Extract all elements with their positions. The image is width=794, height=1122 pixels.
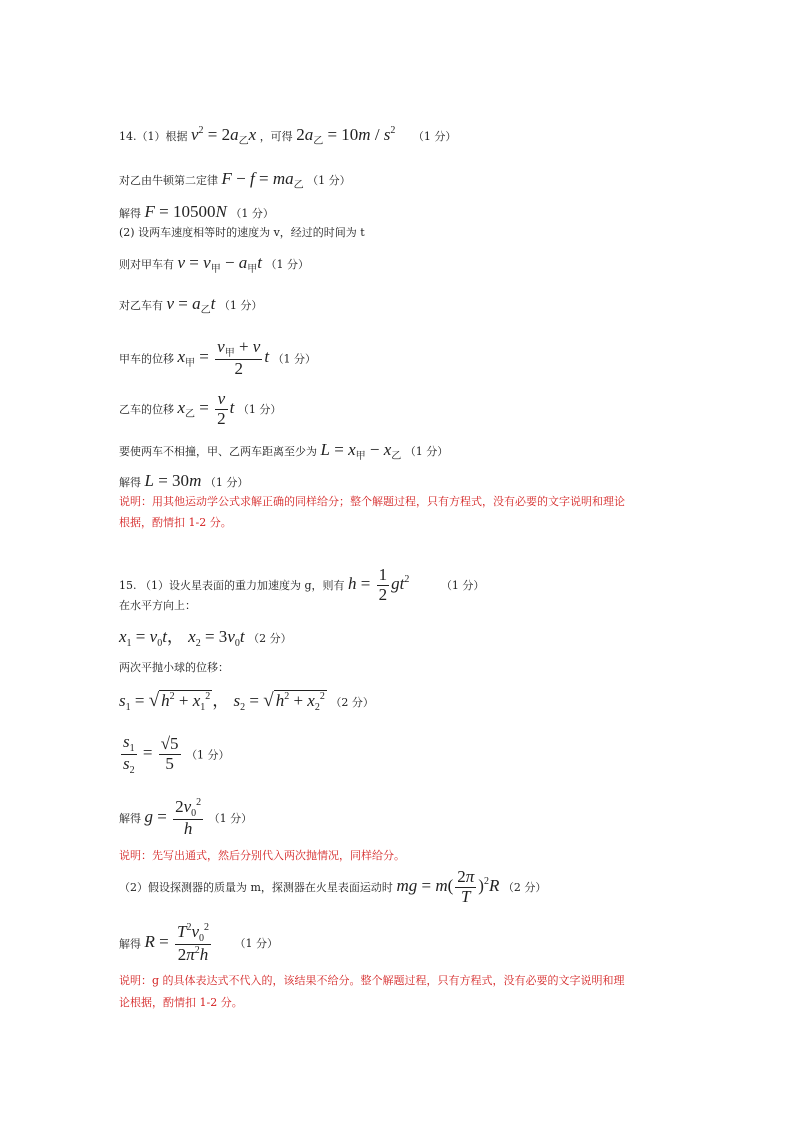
q15-line9-text: 解得 bbox=[119, 937, 141, 951]
score: （2 分） bbox=[248, 632, 292, 645]
q15-line7-text: 解得 bbox=[119, 811, 141, 825]
equation: $F - f = ma_乙$ bbox=[221, 169, 304, 191]
score: （1 分） bbox=[204, 476, 249, 489]
score: （2 分） bbox=[330, 696, 374, 709]
q14-line9 bbox=[119, 441, 448, 462]
q15-note1: 说明：先写出通式，然后分别代入两次抛情况，同样给分。 bbox=[119, 849, 405, 862]
q14-line8 bbox=[119, 390, 281, 428]
q15-line1-text: 15. （1）设火星表面的重力加速度为 g，则有 bbox=[119, 579, 345, 593]
score: （1 分） bbox=[230, 207, 274, 220]
q14-line2 bbox=[119, 170, 351, 191]
q15-line6 bbox=[119, 733, 230, 776]
equation: $v = a_乙t$ bbox=[166, 294, 216, 316]
q15-line8 bbox=[119, 868, 546, 906]
equation: $2a_乙 = 10m / s^2$ bbox=[296, 125, 396, 147]
q15-line9 bbox=[119, 922, 278, 965]
q14-line1 bbox=[119, 126, 456, 147]
q15-note2: 说明：g 的具体表达式不代入的，该结果不给分。整个解题过程，只有方程式，没有必要的文字说明和理 bbox=[119, 974, 625, 987]
score: （1 分） bbox=[404, 445, 449, 458]
score: （1 分） bbox=[237, 403, 282, 417]
q14-note-line2: 根据，酌情扣 1-2 分。 bbox=[119, 516, 232, 529]
equation: L = 30m bbox=[144, 471, 202, 490]
q15-line5 bbox=[119, 690, 374, 713]
equation: $x_乙$ = $\frac{v}{2}$ t bbox=[177, 389, 235, 428]
equation: R = $\frac{T^2v_0^2}{2\pi^2h}$ bbox=[144, 922, 209, 964]
q14-line6 bbox=[119, 295, 262, 316]
score: （1 分） bbox=[440, 579, 485, 593]
q14-line3 bbox=[119, 203, 274, 220]
equation: mg = m( $\frac{2\pi}{T}$ )$^2$R bbox=[396, 867, 500, 906]
q14-line6-text: 对乙车有 bbox=[119, 299, 163, 312]
q14-line1-text: 14.（1）根据 bbox=[119, 130, 188, 143]
q15-line4 bbox=[119, 662, 229, 673]
equation: $L = x_甲 - x_乙$ bbox=[320, 440, 402, 462]
q14-note-line1: 说明：用其他运动学公式求解正确的同样给分；整个解题过程，只有方程式，没有必要的文字说明和理论 bbox=[119, 495, 625, 508]
q15-line3 bbox=[119, 628, 292, 649]
equation: $\frac{s_1}{s_2}$ = $\frac{√5}{5}$ bbox=[123, 732, 179, 776]
score: （1 分） bbox=[307, 174, 351, 187]
q15-line2 bbox=[119, 600, 196, 611]
q14-line3-text: 解得 bbox=[119, 207, 141, 220]
q14-line9-text: 要使两车不相撞，甲、乙两车距离至少为 bbox=[119, 445, 317, 458]
q15-line2-text: 在水平方向上： bbox=[119, 599, 196, 612]
q14-line10-text: 解得 bbox=[119, 476, 141, 489]
score: （1 分） bbox=[186, 748, 230, 762]
q14-line4 bbox=[119, 227, 365, 238]
equation: $x_甲$ = $\frac{v_甲 + v}{2}$ t bbox=[177, 337, 270, 378]
q14-line5 bbox=[119, 254, 309, 275]
q15-note3: 论根据，酌情扣 1-2 分。 bbox=[119, 996, 243, 1009]
q14-line1-mid: ，可得 bbox=[259, 130, 293, 143]
score: （1 分） bbox=[412, 130, 457, 143]
q15-line4-text: 两次平抛小球的位移： bbox=[119, 661, 229, 674]
score: （1 分） bbox=[208, 811, 253, 825]
score: （1 分） bbox=[265, 258, 310, 271]
equation: F = 10500N bbox=[144, 202, 227, 221]
score: （2 分） bbox=[502, 881, 547, 895]
equation: h = $\frac{1}{2}$ $gt^2$ bbox=[348, 565, 410, 604]
q14-line4-text: (2) 设两车速度相等时的速度为 v，经过的时间为 t bbox=[119, 226, 365, 239]
q14-line7 bbox=[119, 338, 316, 379]
q14-line8-text: 乙车的位移 bbox=[119, 403, 174, 417]
q15-line8-text: （2）假设探测器的质量为 m，探测器在火星表面运动时 bbox=[119, 881, 393, 895]
equation: $x_1 = v_0t$， $x_2 = 3v_0t$ bbox=[119, 627, 245, 649]
q14-line5-text: 则对甲车有 bbox=[119, 258, 174, 271]
score: （1 分） bbox=[272, 352, 317, 366]
score: （1 分） bbox=[218, 299, 263, 312]
equation: $v = v_甲 - a_甲t$ bbox=[177, 253, 263, 275]
equation: $v^2 = 2a_乙x$ bbox=[191, 125, 257, 147]
equation: g = $\frac{2v_0^2}{h}$ bbox=[144, 797, 202, 838]
equation: $s_1$ = √ $h^2 + x_1^2$ ， $s_2$ = √ $h^2 + x_2^2$ bbox=[119, 690, 325, 713]
score: （1 分） bbox=[234, 937, 278, 951]
q14-line10 bbox=[119, 472, 248, 489]
q15-line7 bbox=[119, 797, 252, 839]
q14-line2-text: 对乙由牛顿第二定律 bbox=[119, 174, 218, 187]
q14-line7-text: 甲车的位移 bbox=[119, 352, 174, 366]
